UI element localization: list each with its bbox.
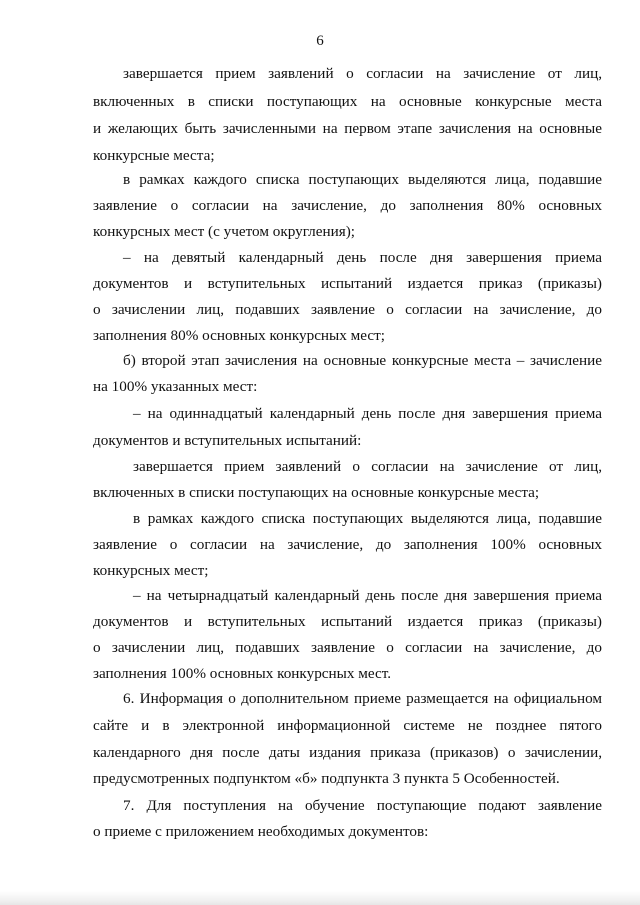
text-line: заполнения 80% основных конкурсных мест; [93, 327, 385, 344]
text-line: и желающих быть зачисленными на первом этапе зачисления на основные [93, 120, 602, 137]
text-line: – на одиннадцатый календарный день после дня завершения приема [133, 405, 602, 422]
text-line: на 100% указанных мест: [93, 378, 258, 395]
text-line: включенных в списки поступающих на основные конкурсные места; [93, 484, 540, 501]
text-line: – на девятый календарный день после дня завершения приема [123, 249, 602, 266]
text-line: конкурсные места; [93, 147, 215, 164]
text-line: в рамках каждого списка поступающих выделяются лица, подавшие [123, 171, 602, 188]
text-line: 7. Для поступления на обучение поступающие подают заявление [123, 797, 602, 814]
text-line: о зачислении лиц, подавших заявление о согласии на зачисление, до [93, 639, 602, 656]
text-line: о зачислении лиц, подавших заявление о согласии на зачисление, до [93, 301, 602, 318]
text-line: о приеме с приложением необходимых документов: [93, 823, 429, 840]
text-line: заполнения 100% основных конкурсных мест. [93, 665, 392, 682]
text-line: сайте и в электронной информационной системе не позднее пятого [93, 717, 602, 734]
page-number: 6 [316, 33, 324, 49]
text-line: завершается прием заявлений о согласии на зачисление от лиц, [123, 65, 602, 82]
text-line: предусмотренных подпунктом «б» подпункта 3 пункта 5 Особенностей. [93, 770, 560, 787]
text-line: в рамках каждого списка поступающих выделяются лица, подавшие [133, 510, 602, 527]
text-line: документов и вступительных испытаний: [93, 432, 362, 449]
text-line: конкурсных мест; [93, 562, 209, 579]
text-line: завершается прием заявлений о согласии на зачисление от лиц, [133, 458, 602, 475]
text-line: календарного дня после даты издания приказа (приказов) о зачислении, [93, 744, 602, 761]
text-line: включенных в списки поступающих на основные конкурсные места [93, 93, 602, 110]
text-line: б) второй этап зачисления на основные конкурсные места – зачисление [123, 352, 602, 369]
text-line: 6. Информация о дополнительном приеме размещается на официальном [123, 690, 602, 707]
text-line: документов и вступительных испытаний издается приказ (приказы) [93, 613, 602, 630]
text-line: – на четырнадцатый календарный день после дня завершения приема [133, 587, 602, 604]
text-line: конкурсных мест (с учетом округления); [93, 223, 356, 240]
text-line: заявление о согласии на зачисление, до заполнения 100% основных [93, 536, 602, 553]
scan-bottom-edge [0, 891, 640, 905]
text-line: заявление о согласии на зачисление, до заполнения 80% основных [93, 197, 602, 214]
text-line: документов и вступительных испытаний издается приказ (приказы) [93, 275, 602, 292]
